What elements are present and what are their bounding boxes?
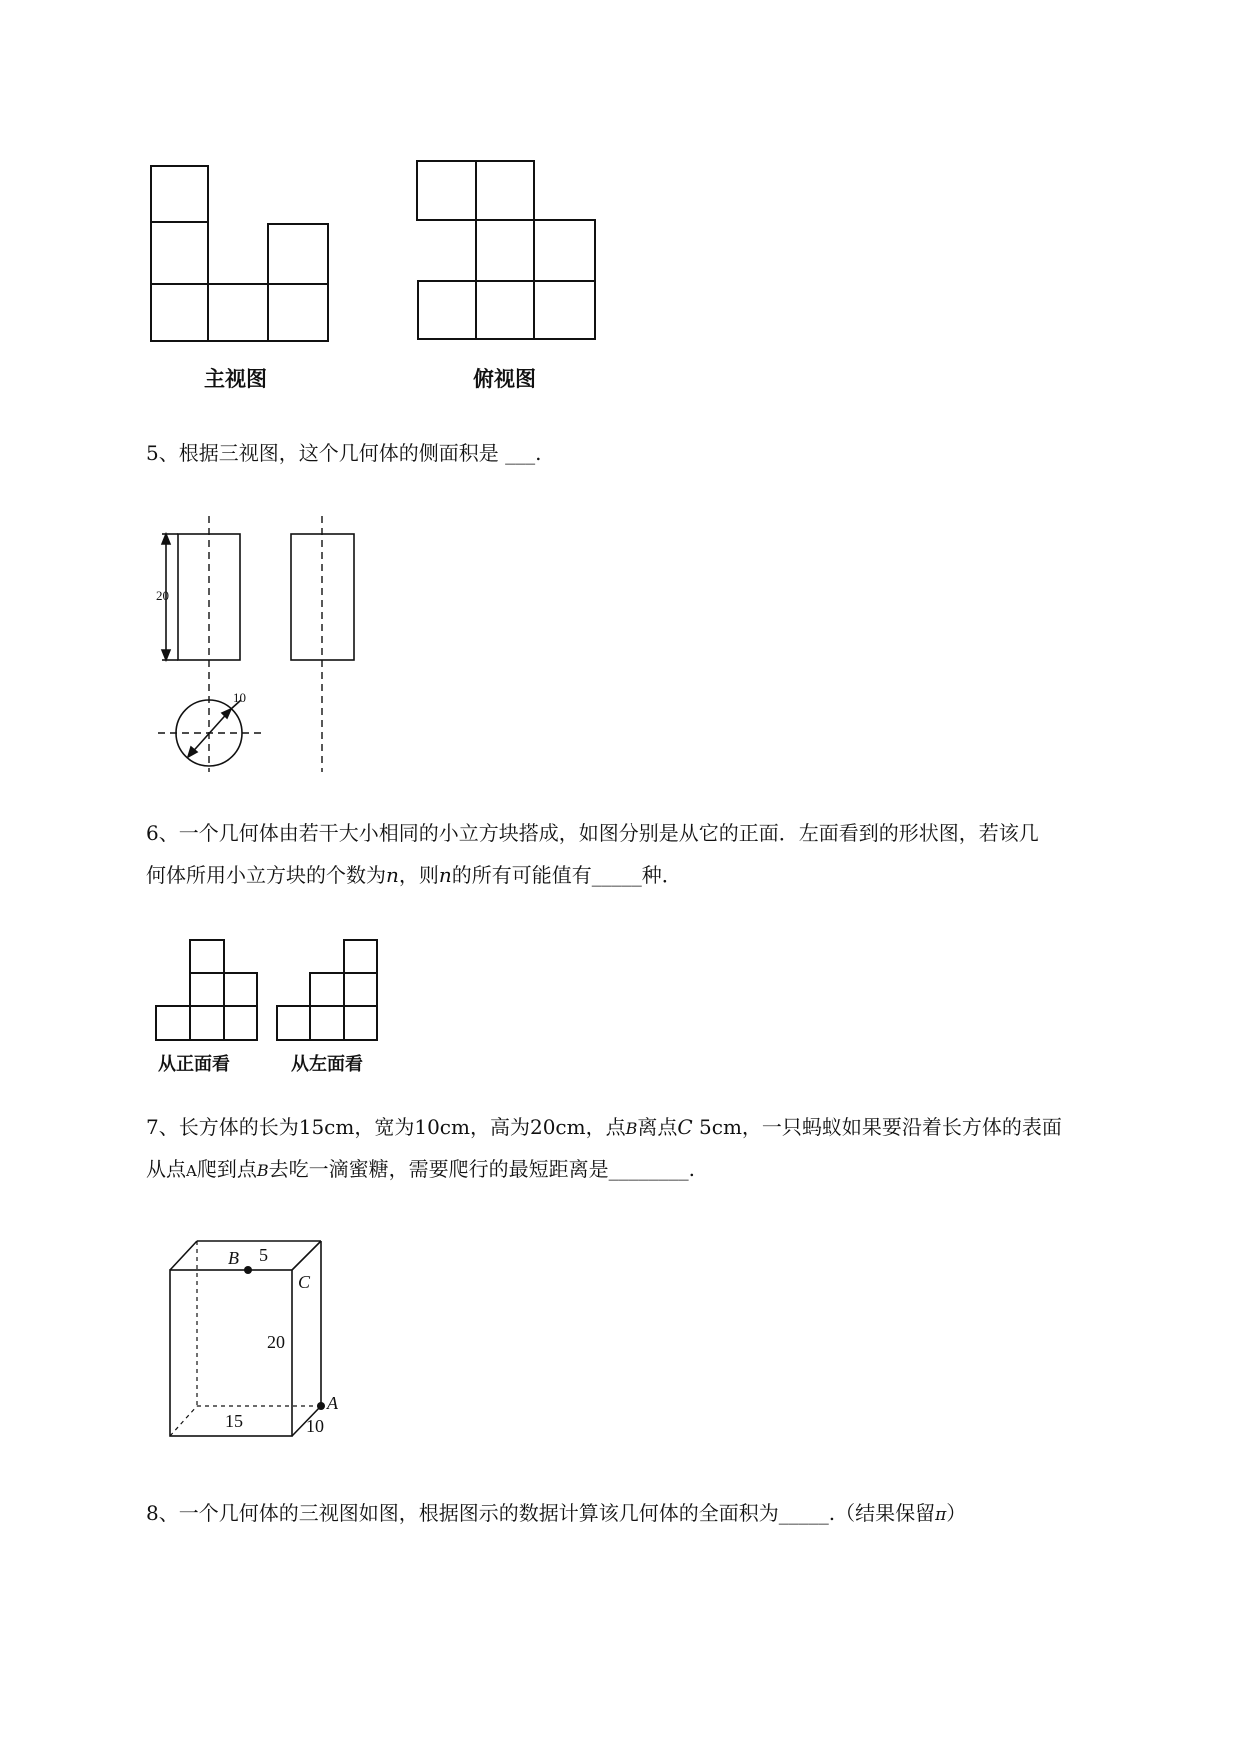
question-number: 6、 xyxy=(146,821,179,845)
front-view-caption: 从正面看 xyxy=(158,1054,230,1075)
question-text: 去吃一滴蜜糖，需要爬行的最短距离是________. xyxy=(268,1157,695,1181)
variable-n: n xyxy=(386,863,399,887)
question-text: 从点 xyxy=(146,1157,186,1181)
question-number: 5、 xyxy=(146,441,179,465)
label-15: 15 xyxy=(225,1411,243,1431)
label-A: A xyxy=(327,1393,338,1413)
question-text: ，则 xyxy=(398,863,439,887)
diameter-label: 10 xyxy=(233,690,246,705)
label-C: C xyxy=(298,1272,311,1292)
question-text: 一个几何体由若干大小相同的小立方块搭成，如图分别是从它的正面．左面看到的形状图，若该几 xyxy=(178,821,1039,845)
variable-n: n xyxy=(438,863,452,887)
point-C: C xyxy=(677,1115,693,1139)
point-A: A xyxy=(186,1162,197,1180)
point-B: B xyxy=(625,1119,638,1138)
label-5: 5 xyxy=(259,1245,268,1265)
question-number: 7、 xyxy=(146,1115,179,1139)
height-label: 20 xyxy=(156,588,169,603)
question-text: 长方体的长为15cm，宽为10cm，高为20cm，点 xyxy=(178,1115,626,1139)
question-text: ） xyxy=(946,1501,967,1525)
question-text: 根据三视图，这个几何体的侧面积是 ___. xyxy=(178,441,542,465)
question-text: 何体所用小立方块的个数为 xyxy=(146,863,386,887)
question-text: 爬到点 xyxy=(196,1157,257,1181)
question-text: 5cm，一只蚂蚁如果要沿着长方体的表面 xyxy=(692,1115,1062,1139)
label-20: 20 xyxy=(267,1332,285,1352)
question-text: 离点 xyxy=(637,1115,678,1139)
question-text: 的所有可能值有_____种． xyxy=(451,863,682,887)
question-number: 8、 xyxy=(146,1501,179,1525)
label-10: 10 xyxy=(306,1416,324,1436)
pi-symbol: π xyxy=(935,1505,947,1525)
front-view-caption: 主视图 xyxy=(204,367,267,391)
top-view-caption: 俯视图 xyxy=(473,367,536,391)
question-text: 一个几何体的三视图如图，根据图示的数据计算该几何体的全面积为_____.（结果保留 xyxy=(178,1501,936,1525)
question-8 xyxy=(146,1490,1146,1538)
left-view-caption: 从左面看 xyxy=(291,1054,363,1075)
label-B: B xyxy=(228,1248,239,1268)
point-B: B xyxy=(256,1161,269,1180)
